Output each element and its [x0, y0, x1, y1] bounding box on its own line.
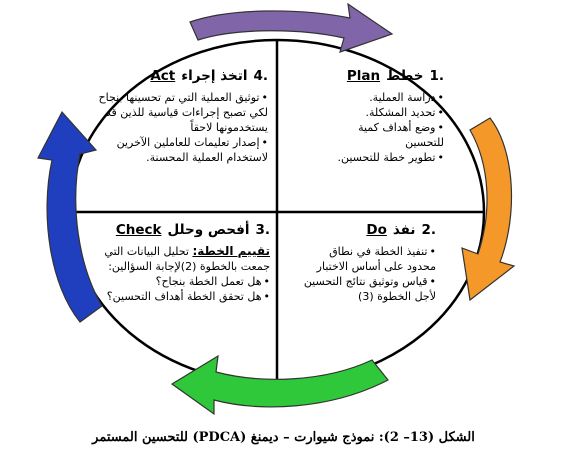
check-arabic-title: أفحص وحلل [167, 222, 250, 238]
check-title [100, 222, 270, 238]
act-item: • توثيق العملية التي تم تحسينها بنجاح لكي تصبح إجراءات قياسية للذين قد يستخدمونها لاحقاً [92, 90, 268, 135]
do-item: • تنفيذ الخطة في نطاق محدود على أساس الاختبار [300, 244, 436, 274]
check-item: • هل تحقق الخطة أهداف التحسين؟ [100, 289, 270, 304]
plan-title [318, 68, 444, 84]
plan-number: 1. [429, 68, 444, 84]
act-title [92, 68, 268, 84]
quadrant-check [100, 222, 270, 304]
act-list [92, 90, 268, 165]
quadrant-plan [318, 68, 444, 165]
check-english-title: Check [115, 222, 162, 238]
do-item: • قياس وتوثيق نتائج التحسين لأجل الخطوة (3) [300, 274, 436, 304]
quadrant-act [92, 68, 268, 165]
check-evaluation-text: تحليل البيانات التي جمعت بالخطوة (2)لإجابة السؤالين: [104, 245, 270, 273]
plan-arabic-title: خطط [386, 68, 424, 84]
plan-item: • تحديد المشكلة. [318, 105, 444, 120]
arrow-do-to-check [172, 356, 388, 414]
do-english-title: Do [366, 222, 387, 238]
arrow-plan-to-do [462, 118, 514, 300]
plan-item: • وضع أهداف كمية للتحسين [318, 120, 444, 150]
plan-item: • دراسة العملية. [318, 90, 444, 105]
do-arabic-title: نفذ [392, 222, 416, 238]
check-evaluation [100, 244, 270, 274]
plan-list [318, 90, 444, 165]
figure-caption: الشكل (13– 2): نموذج شيوارت – ديمنغ (PDCA) للتحسين المستمر [92, 430, 475, 445]
check-evaluation-title: تقييم الخطة: [192, 244, 270, 258]
act-arabic-title: اتخذ إجراء [181, 68, 248, 84]
check-item: • هل تعمل الخطة بنجاح؟ [100, 274, 270, 289]
check-number: 3. [255, 222, 270, 238]
plan-item: • تطوير خطة للتحسين. [318, 150, 444, 165]
act-english-title: Act [150, 68, 176, 84]
quadrant-do [300, 222, 436, 304]
act-number: 4. [253, 68, 268, 84]
do-list [300, 244, 436, 304]
arrow-act-to-plan [190, 4, 392, 52]
do-number: 2. [421, 222, 436, 238]
check-list [100, 274, 270, 304]
do-title [300, 222, 436, 238]
act-item: • إصدار تعليمات للعاملين الآخرين لاستخدام العملية المحسنة. [92, 135, 268, 165]
plan-english-title: Plan [346, 68, 381, 84]
